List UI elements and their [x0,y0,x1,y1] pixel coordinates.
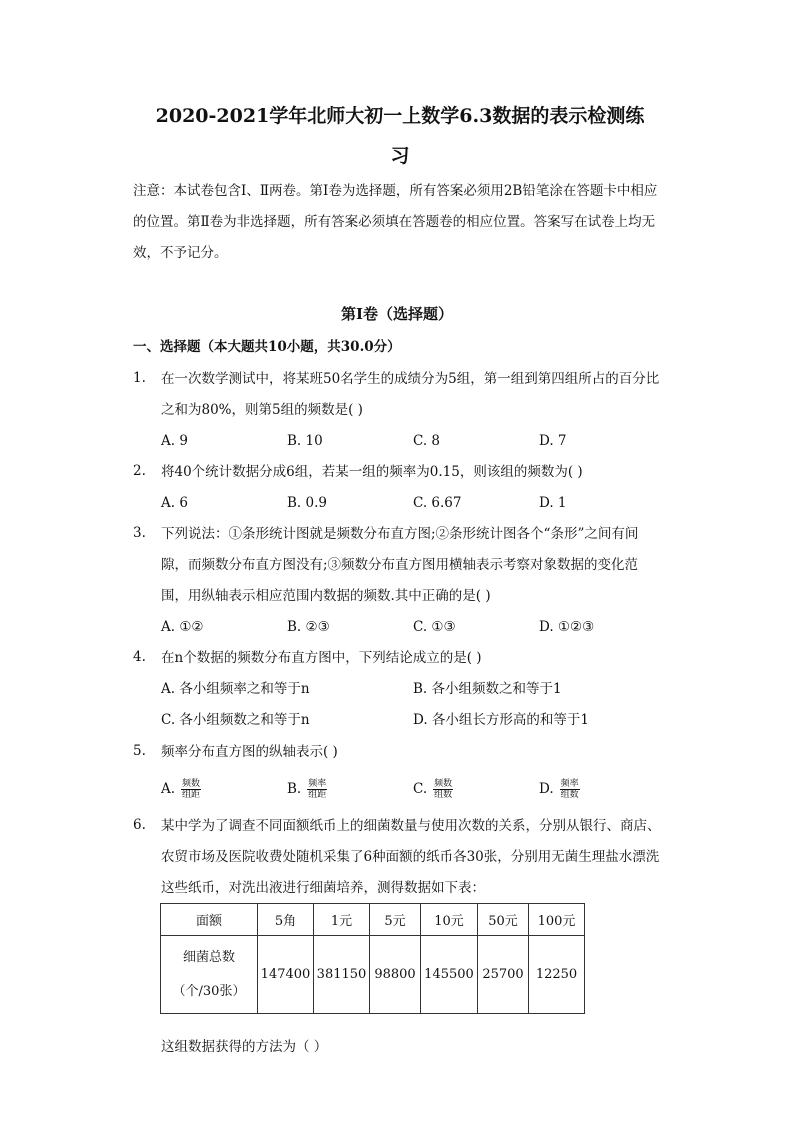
option-c[interactable]: C. 8 [413,433,441,449]
fraction [433,779,453,800]
table-header-cell: 1元 [314,904,370,936]
denominator: 组距 [182,790,201,800]
table-cell: 25700 [478,936,529,1014]
question-number: 4. [133,649,146,665]
option-c[interactable]: C. 各小组频数之和等于n [161,712,310,728]
table-row [161,936,585,1014]
question-number: 2. [133,463,146,479]
fraction [560,779,580,800]
option-a[interactable]: A. 9 [161,433,188,449]
table-header-cell: 10元 [421,904,478,936]
question-text: 将40个统计数据分成6组，若某一组的频率为0.15，则该组的频数为( ) [161,464,583,480]
title-line-1: 2020-2021学年北师大初一上数学6.3数据的表示检测练 [155,105,645,127]
option-a[interactable]: A. ①② [161,619,204,635]
title-line-2: 习 [390,145,410,167]
table-header-cell: 100元 [529,904,585,936]
part-heading: 一、选择题（本大题共10小题，共30.0分） [133,339,401,355]
question-number: 6. [133,817,146,833]
fraction [307,779,327,800]
table-header-cell: 5元 [370,904,421,936]
table-cell: 145500 [421,936,478,1014]
numerator: 频数 [182,779,201,789]
option-letter: A. [161,781,176,797]
denominator: 组距 [308,790,327,800]
numerator: 频数 [434,779,453,789]
option-b[interactable]: B. 各小组频数之和等于1 [413,681,562,697]
numerator: 频率 [308,779,327,789]
question-text: 某中学为了调查不同面额纸币上的细菌数量与使用次数的关系，分别从银行、商店、农贸市场及医院收费处随机采集了6种面额的纸币各30张，分别用无菌生理盐水漂洗这些纸币，对洗出液进行细菌培养，测得数据如下表： [161,818,661,896]
option-d[interactable] [539,774,580,805]
option-a[interactable]: A. 6 [161,495,188,511]
table-header-cell: 50元 [478,904,529,936]
section-title: 第Ⅰ卷（选择题） [340,305,454,323]
data-table [160,903,585,1014]
option-a[interactable]: A. 各小组频率之和等于n [161,681,310,697]
question-number: 1. [133,370,146,386]
question-text: 在n个数据的频数分布直方图中，下列结论成立的是( ) [161,650,482,666]
option-b[interactable]: B. 10 [287,433,323,449]
table-header-cell: 5角 [258,904,314,936]
row-label-cell [161,936,258,1014]
option-letter: C. [413,781,428,797]
table-header-cell: 面额 [161,904,258,936]
option-row [161,774,661,805]
option-c[interactable]: C. ①③ [413,619,456,635]
table-cell: 147400 [258,936,314,1014]
option-row [161,426,661,457]
row-label-line-2: （个/30张） [172,983,246,999]
option-b[interactable]: B. 0.9 [287,495,327,511]
table-header-row [161,904,585,936]
option-row [161,612,661,643]
document-title [120,96,680,176]
numerator: 频率 [560,779,579,789]
question-text: 下列说法：①条形统计图就是频数分布直方图;②条形统计图各个“条形”之间有间隙，而频数分布直方图没有;③频数分布直方图用横轴表示考察对象数据的变化范围，用纵轴表示相应范围内数据的频数.其中正确的是( ) [161,526,639,604]
question-number: 3. [133,525,146,541]
option-d[interactable]: D. 1 [539,495,567,511]
denominator: 组数 [434,790,453,800]
table-cell: 12250 [529,936,585,1014]
option-d[interactable]: D. 7 [539,433,567,449]
option-letter: B. [287,781,302,797]
option-row [161,674,661,705]
question-text: 在一次数学测试中，将某班50名学生的成绩分为5组，第一组到第四组所占的百分比之和为80%，则第5组的频数是( ) [161,371,660,418]
question-6-prompt: 这组数据获得的方法为（ ） [161,1039,328,1055]
option-letter: D. [539,781,554,797]
question-number: 5. [133,743,146,759]
option-c[interactable]: C. 6.67 [413,495,462,511]
fraction [181,779,201,800]
exam-notice: 注意：本试卷包含Ⅰ、Ⅱ两卷。第Ⅰ卷为选择题，所有答案必须用2B铅笔涂在答题卡中相应的位置。第Ⅱ卷为非选择题，所有答案必须填在答题卷的相应位置。答案写在试卷上均无效，不予记分。 [133,183,658,261]
option-d[interactable]: D. ①②③ [539,619,595,635]
option-c[interactable] [413,774,453,805]
option-row [161,488,661,519]
option-b[interactable] [287,774,327,805]
row-label-line-1: 细菌总数 [182,949,235,965]
option-a[interactable] [161,774,201,805]
denominator: 组数 [560,790,579,800]
table-cell: 98800 [370,936,421,1014]
option-b[interactable]: B. ②③ [287,619,330,635]
table-cell: 381150 [314,936,370,1014]
option-d[interactable]: D. 各小组长方形高的和等于1 [413,712,590,728]
option-row [161,705,661,736]
question-text: 频率分布直方图的纵轴表示( ) [161,744,338,760]
